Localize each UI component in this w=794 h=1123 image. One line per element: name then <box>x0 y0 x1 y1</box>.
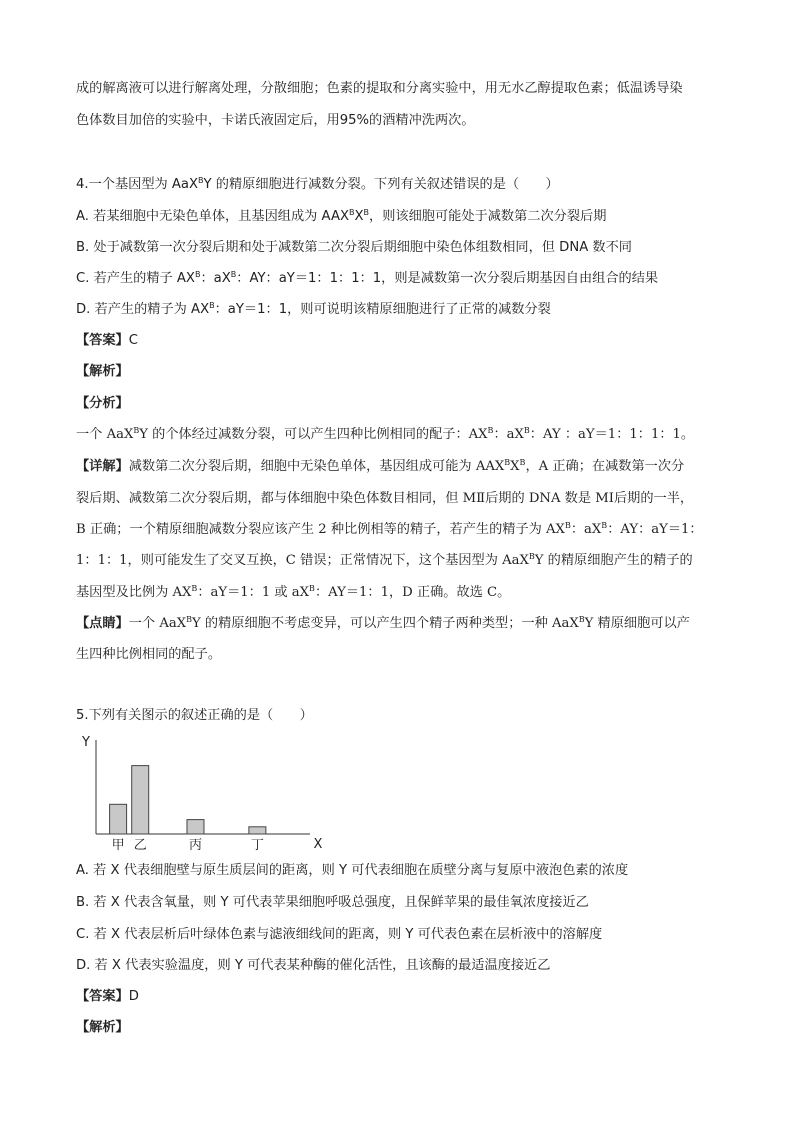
q4-dianjing-line-2: 生四种比例相同的配子。 <box>76 647 222 662</box>
superscript: B <box>209 301 215 310</box>
superscript: B <box>578 615 585 624</box>
superscript: B <box>487 426 494 435</box>
q4-option-c <box>76 269 658 289</box>
dianjing-label: 【点睛】 <box>76 616 129 631</box>
category-label: 丙 <box>188 838 202 853</box>
superscript: B <box>528 552 535 561</box>
q4-detail-line-4 <box>76 551 693 571</box>
superscript: B <box>186 615 192 624</box>
q4-option-d-part: D. 若产生的精子为 AX <box>76 302 210 317</box>
x-axis-label: X <box>313 837 323 852</box>
detail-part: ：AY＝1：1，D 正确。故选 C。 <box>314 585 511 600</box>
detail-part: ：aY＝1：1 或 aX <box>197 585 310 600</box>
q4-option-c-part: C. 若产生的精子 AX <box>76 271 195 286</box>
q4-option-c-part: ：aX <box>200 271 231 286</box>
category-label: 甲 <box>111 838 125 853</box>
q4-option-a-part: X <box>354 209 364 224</box>
q4-analysis-label: 【解析】 <box>76 364 129 379</box>
detail-label: 【详解】 <box>76 459 129 474</box>
q4-option-d-part: ：aY＝1：1，则可说明该精原细胞进行了正常的减数分裂 <box>214 302 551 317</box>
q4-detail-line-2: 裂后期、减数第二次分裂后期，都与体细胞中染色体数目相同，但 MⅡ后期的 DNA 数是 MⅠ后期的一半， <box>76 491 694 506</box>
superscript: B <box>519 458 526 467</box>
detail-part: 基因型及比例为 AX <box>76 585 192 600</box>
answer-value: C <box>128 333 138 348</box>
bar-2 <box>132 766 149 834</box>
q4-option-a-part: ，则该细胞可能处于减数第二次分裂后期 <box>369 209 607 224</box>
superscript: B <box>309 584 315 593</box>
q4-fenxi-text <box>76 425 694 445</box>
q5-option-d: D. 若 X 代表实验温度，则 Y 可代表某种酶的催化活性，且该酶的最适温度接近乙 <box>76 958 551 973</box>
q4-option-a-part: A. 若某细胞中无染色单体，且基因组成为 AAX <box>76 209 349 224</box>
q4-detail-line-5 <box>76 583 510 603</box>
q4-stem-part: Y 的精原细胞进行减数分裂。下列有关叙述错误的是（ ） <box>203 177 559 192</box>
superscript: B <box>523 426 530 435</box>
superscript: B <box>564 521 571 530</box>
q4-option-a <box>76 207 606 227</box>
detail-part: B 正确；一个精原细胞减数分裂应该产生 2 种比例相等的精子，若产生的精子为 AX <box>76 522 565 537</box>
q5-option-b: B. 若 X 代表含氧量，则 Y 可代表苹果细胞呼吸总强度，且保鲜苹果的最佳氧浓度接近乙 <box>76 895 589 910</box>
dianjing-part: 一个 AaX <box>128 616 187 631</box>
q4-detail-line-3 <box>76 520 703 540</box>
q4-stem <box>76 175 559 195</box>
superscript: B <box>191 584 198 593</box>
category-label: 乙 <box>133 838 147 853</box>
q5-stem: 5.下列有关图示的叙述正确的是（ ） <box>76 708 313 723</box>
q5-analysis-label: 【解析】 <box>76 1020 129 1035</box>
detail-part: ：AY：aY＝1： <box>607 522 703 537</box>
answer-label: 【答案】 <box>76 333 129 348</box>
category-label: 丁 <box>250 838 264 853</box>
dianjing-part: Y 精原细胞可以产 <box>584 616 690 631</box>
intro-line-2: 色体数目加倍的实验中，卡诺氏液固定后，用95%的酒精冲洗两次。 <box>76 113 475 128</box>
intro-line-1: 成的解离液可以进行解离处理，分散细胞；色素的提取和分离实验中，用无水乙醇提取色素；低温诱导染 <box>76 81 683 96</box>
detail-part: X <box>510 459 520 474</box>
answer-label: 【答案】 <box>76 989 129 1004</box>
q4-answer <box>76 331 138 351</box>
fenxi-part: Y 的个体经过减数分裂，可以产生四种比例相同的配子：AX <box>139 427 488 442</box>
q5-option-a: A. 若 X 代表细胞壁与原生质层间的距离，则 Y 可代表细胞在质壁分离与复原中液泡色素的浓度 <box>76 863 629 878</box>
q4-fenxi-label: 【分析】 <box>76 396 129 411</box>
detail-part: ，A 正确；在减数第一次分 <box>525 459 685 474</box>
superscript: B <box>133 426 140 435</box>
q4-option-b: B. 处于减数第一次分裂后期和处于减数第二次分裂后期细胞中染色体组数相同，但 DNA 数不同 <box>76 240 632 255</box>
superscript: B <box>601 521 608 530</box>
detail-part: Y 的精原细胞产生的精子的 <box>534 553 693 568</box>
bar-4 <box>249 827 266 834</box>
superscript: B <box>504 458 511 467</box>
q4-stem-sup: B <box>198 176 204 185</box>
bar-chart <box>84 734 324 852</box>
bar-3 <box>187 820 204 834</box>
dianjing-part: Y 的精原细胞不考虑变异，可以产生四个精子两种类型；一种 AaX <box>191 616 579 631</box>
q5-answer <box>76 987 139 1007</box>
fenxi-part: 一个 AaX <box>76 427 134 442</box>
superscript: B <box>194 270 201 279</box>
fenxi-part: ：aX <box>493 427 524 442</box>
detail-part: 1：1：1，则可能发生了交叉互换，C 错误；正常情况下，这个基因型为 AaX <box>76 553 529 568</box>
bar-1 <box>110 804 127 834</box>
detail-part: 减数第二次分裂后期，细胞中无染色单体，基因组成可能为 AAX <box>128 459 505 474</box>
q4-option-d <box>76 300 551 320</box>
answer-value: D <box>128 989 139 1004</box>
fenxi-part: ：AY ：aY＝1：1：1：1。 <box>529 427 695 442</box>
superscript: B <box>230 270 237 279</box>
detail-part: ：aX <box>570 522 602 537</box>
superscript: B <box>363 208 370 217</box>
superscript: B <box>349 208 355 217</box>
q4-dianjing-line-1 <box>76 614 690 634</box>
y-axis-label: Y <box>82 735 90 750</box>
q4-detail-line-1 <box>76 457 684 477</box>
q5-option-c: C. 若 X 代表层析后叶绿体色素与滤液细线间的距离，则 Y 可代表色素在层析液中的溶解度 <box>76 927 603 942</box>
q4-option-c-part: ：AY：aY＝1：1：1：1，则是减数第一次分裂后期基因自由组合的结果 <box>236 271 659 286</box>
q4-stem-part: 4.一个基因型为 AaX <box>76 177 199 192</box>
